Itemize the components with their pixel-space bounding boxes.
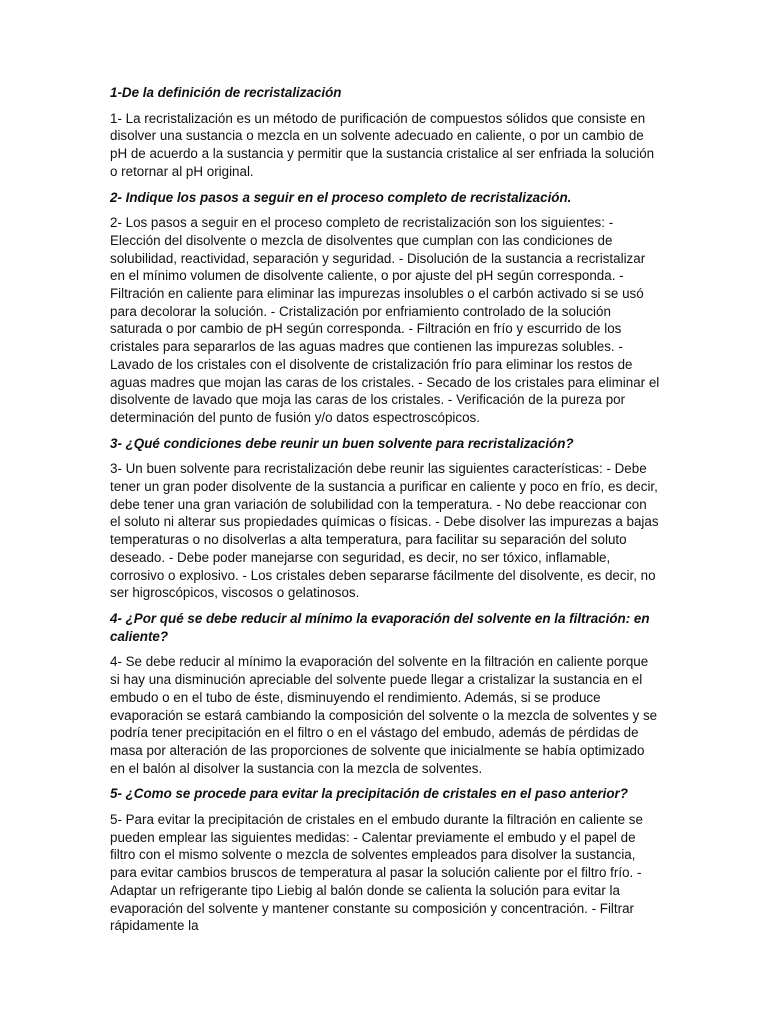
section-5-body: 5- Para evitar la precipitación de cristales en el embudo durante la filtración en caliente se pueden emplear las siguientes medidas: - Calentar previamente el embudo y el papel de filtro con el mismo solvente o mezcla de solventes empleados para disolver la sustancia, para evitar cambios bruscos de temperatura al pasar la solución caliente por el filtro frío. - Adaptar un refrigerante tipo Liebig al balón donde se calienta la solución para evitar la evaporación del solvente y mantener constante su composición y concentración. - Filtrar rápidamente la [110,812,643,934]
section-3-body: 3- Un buen solvente para recristalización debe reunir las siguientes características: - Debe tener un gran poder disolvente de la sustancia a purificar en caliente y poco en frío, es decir, debe tener una gran variación de solubilidad con la temperatura. - No debe reaccionar con el soluto ni alterar sus propiedades químicas o físicas. - Debe disolver las impurezas a bajas temperaturas o no disolverlas a alta temperatura, para facilitar su separación del soluto deseado. - Debe poder manejarse con seguridad, es decir, no ser tóxico, inflamable, corrosivo o explosivo. - Los cristales deben separarse fácilmente del disolvente, es decir, no ser higroscópicos, viscosos o gelatinosos. [110,461,659,601]
section-2-heading: 2- Indique los pasos a seguir en el proceso completo de recristalización. [110,189,572,205]
section-1-heading: 1-De la definición de recristalización [110,85,342,100]
section-1-body: 1- La recristalización es un método de purificación de compuestos sólidos que consiste en disolver una sustancia o mezcla en un solvente adecuado en caliente, o por un cambio de pH de acuerdo a la sustancia y permitir que la sustancia cristalice al ser enfriada la solución o retornar al pH original. [110,110,655,179]
document-page [110,84,660,943]
section-2-body: 2- Los pasos a seguir en el proceso completo de recristalización son los siguientes: - Elección del disolvente o mezcla de disolventes que cumplan con las condiciones de solubilidad, reactividad, separación y seguridad. - Disolución de la sustancia a recristalizar en el mínimo volumen de disolvente caliente, o por ajuste del pH según corresponda. - Filtración en caliente para eliminar las impurezas insolubles o el carbón activado si se usó para decolorar la solución. - Cristalización por enfriamiento controlado de la solución saturada o por cambio de pH según corresponda. - Filtración en frío y escurrido de los cristales para separarlos de las aguas madres que contienen las impurezas solubles. - Lavado de los cristales con el disolvente de cristalización frío para eliminar los restos de aguas madres que mojan las caras de los cristales. - Secado de los cristales para eliminar el disolvente de lavado que moja las caras de los cristales. - Verificación de la pureza por determinación del punto de fusión y/o datos espectroscópicos. [110,215,660,425]
section-3-heading: 3- ¿Qué condiciones debe reunir un buen solvente para recristalización? [110,435,574,451]
section-5-heading: 5- ¿Como se procede para evitar la precipitación de cristales en el paso anterior? [110,786,628,802]
section-4-heading: 4- ¿Por qué se debe reducir al mínimo la evaporación del solvente en la filtración: en caliente? [110,610,650,644]
section-4-body: 4- Se debe reducir al mínimo la evaporación del solvente en la filtración en caliente porque si hay una disminución apreciable del solvente puede llegar a cristalizar la sustancia en el embudo o en el tubo de éste, disminuyendo el rendimiento. Además, si se produce evaporación se estará cambiando la composición del solvente o la mezcla de solventes y se podría tener precipitación en el filtro o en el vástago del embudo, además de pérdidas de masa por alteración de las proporciones de solvente que inicialmente se había optimizado en el balón al disolver la sustancia con la mezcla de solventes. [110,654,658,776]
